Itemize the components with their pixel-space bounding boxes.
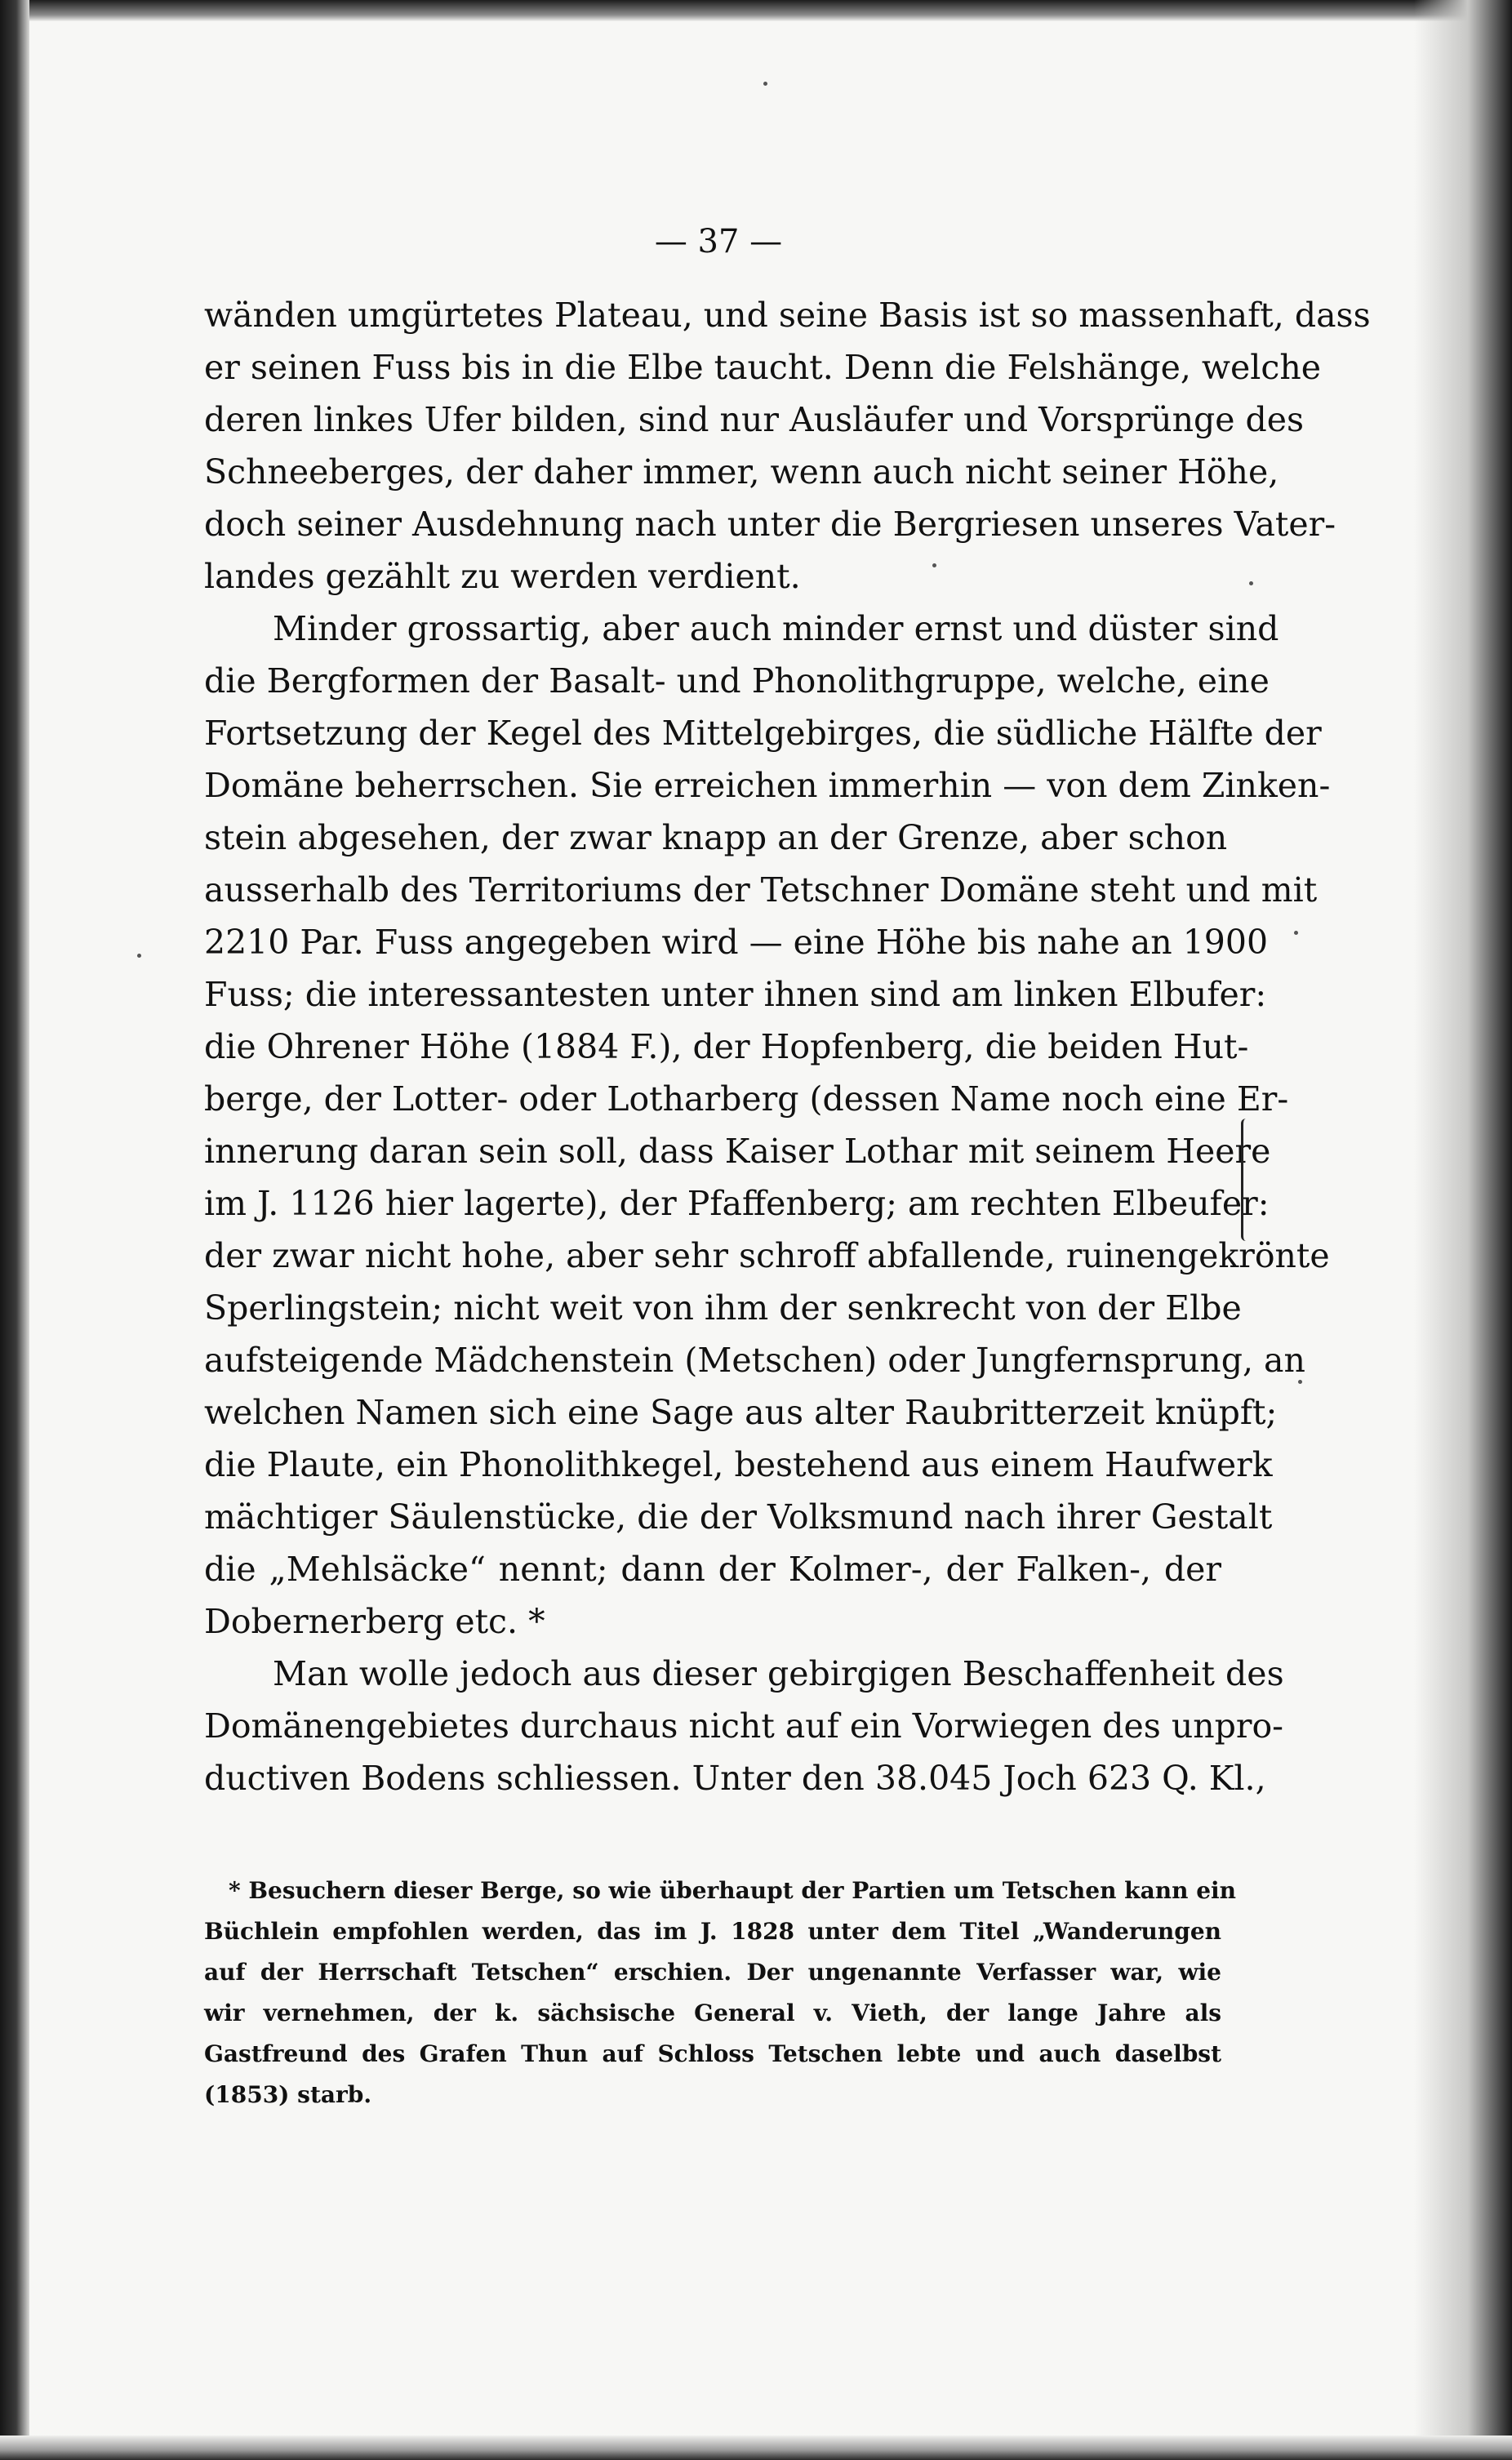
text-line: stein abgesehen, der zwar knapp an der Grenze, aber schon <box>204 818 1228 857</box>
text-line: Sperlingstein; nicht weit von ihm der senkrecht von der Elbe <box>204 1288 1242 1328</box>
text-line: die Plaute, ein Phonolithkegel, bestehend aus einem Haufwerk <box>204 1445 1273 1484</box>
text-line: landes gezählt zu werden verdient. <box>204 557 801 596</box>
paragraph-start-line: Man wolle jedoch aus dieser gebirgigen Beschaffenheit des <box>273 1654 1284 1693</box>
text-line: ausserhalb des Territoriums der Tetschner Domäne steht und mit <box>204 870 1318 910</box>
footnote-line: auf der Herrschaft Tetschen“ erschien. Der ungenannte Verfasser war, wie <box>204 1959 1221 1986</box>
margin-pencil-bracket <box>1241 1119 1268 1241</box>
text-line: die „Mehlsäcke“ nennt; dann der Kolmer-, der Falken-, der <box>204 1550 1221 1589</box>
text-line: welchen Namen sich eine Sage aus alter Raubritterzeit knüpft; <box>204 1393 1278 1432</box>
paragraph-start-line: Minder grossartig, aber auch minder ernst und düster sind <box>273 609 1279 648</box>
text-line: er seinen Fuss bis in die Elbe taucht. Denn die Felshänge, welche <box>204 348 1322 387</box>
text-line: Fuss; die interessantesten unter ihnen sind am linken Elbufer: <box>204 975 1267 1014</box>
text-line: aufsteigende Mädchenstein (Metschen) oder Jungfernsprung, an <box>204 1341 1305 1380</box>
text-line: deren linkes Ufer bilden, sind nur Ausläufer und Vorsprünge des <box>204 400 1305 439</box>
text-line: ductiven Bodens schliessen. Unter den 38.045 Joch 623 Q. Kl., <box>204 1759 1266 1798</box>
text-line: die Bergformen der Basalt- und Phonolithgruppe, welche, eine <box>204 661 1270 701</box>
text-line: Domäne beherrschen. Sie erreichen immerhin — von dem Zinken- <box>204 766 1331 805</box>
footnote-line: * Besuchern dieser Berge, so wie überhaupt der Partien um Tetschen kann ein <box>229 1877 1236 1904</box>
footnote-line: Gastfreund des Grafen Thun auf Schloss Tetschen lebte und auch daselbst <box>204 2040 1221 2067</box>
text-line: innerung daran sein soll, dass Kaiser Lothar mit seinem Heere <box>204 1132 1271 1171</box>
body-text <box>204 289 1371 1804</box>
text-line: Domänengebietes durchaus nicht auf ein Vorwiegen des unpro- <box>204 1706 1284 1746</box>
footnote-line: wir vernehmen, der k. sächsische General v. Vieth, der lange Jahre als <box>204 2000 1221 2026</box>
paper-speck <box>137 954 141 958</box>
text-line: Fortsetzung der Kegel des Mittelgebirges, die südliche Hälfte der <box>204 714 1322 753</box>
text-line: Dobernerberg etc. * <box>204 1602 545 1641</box>
page-left-edge-shadow <box>0 0 29 2460</box>
text-line: mächtiger Säulenstücke, die der Volksmund nach ihrer Gestalt <box>204 1497 1273 1537</box>
paper-speck <box>932 563 936 567</box>
footnote-line: Büchlein empfohlen werden, das im J. 1828 unter dem Titel „Wanderungen <box>204 1918 1221 1945</box>
text-line: die Ohrener Höhe (1884 F.), der Hopfenberg, die beiden Hut- <box>204 1027 1249 1066</box>
paper-speck <box>763 82 767 86</box>
text-line: doch seiner Ausdehnung nach unter die Bergriesen unseres Vater- <box>204 505 1336 544</box>
page-right-edge-shadow <box>1414 0 1512 2460</box>
page-number: — 37 — <box>654 223 783 260</box>
page-bottom-edge-shadow <box>0 2436 1512 2460</box>
page-top-edge-shadow <box>0 0 1512 21</box>
footnote-line: (1853) starb. <box>204 2081 372 2108</box>
text-line: der zwar nicht hohe, aber sehr schroff abfallende, ruinengekrönte <box>204 1236 1330 1275</box>
footnote <box>204 1871 1236 2115</box>
text-line: im J. 1126 hier lagerte), der Pfaffenberg; am rechten Elbeufer: <box>204 1184 1270 1223</box>
paper-speck <box>1298 1380 1302 1384</box>
paper-speck <box>1294 931 1298 935</box>
text-line: Schneeberges, der daher immer, wenn auch nicht seiner Höhe, <box>204 452 1279 492</box>
text-line: berge, der Lotter- oder Lotharberg (dessen Name noch eine Er- <box>204 1079 1289 1119</box>
text-line: wänden umgürtetes Plateau, und seine Basis ist so massenhaft, dass <box>204 296 1371 335</box>
paper-speck <box>1249 581 1253 585</box>
text-line: 2210 Par. Fuss angegeben wird — eine Höhe bis nahe an 1900 <box>204 923 1269 962</box>
